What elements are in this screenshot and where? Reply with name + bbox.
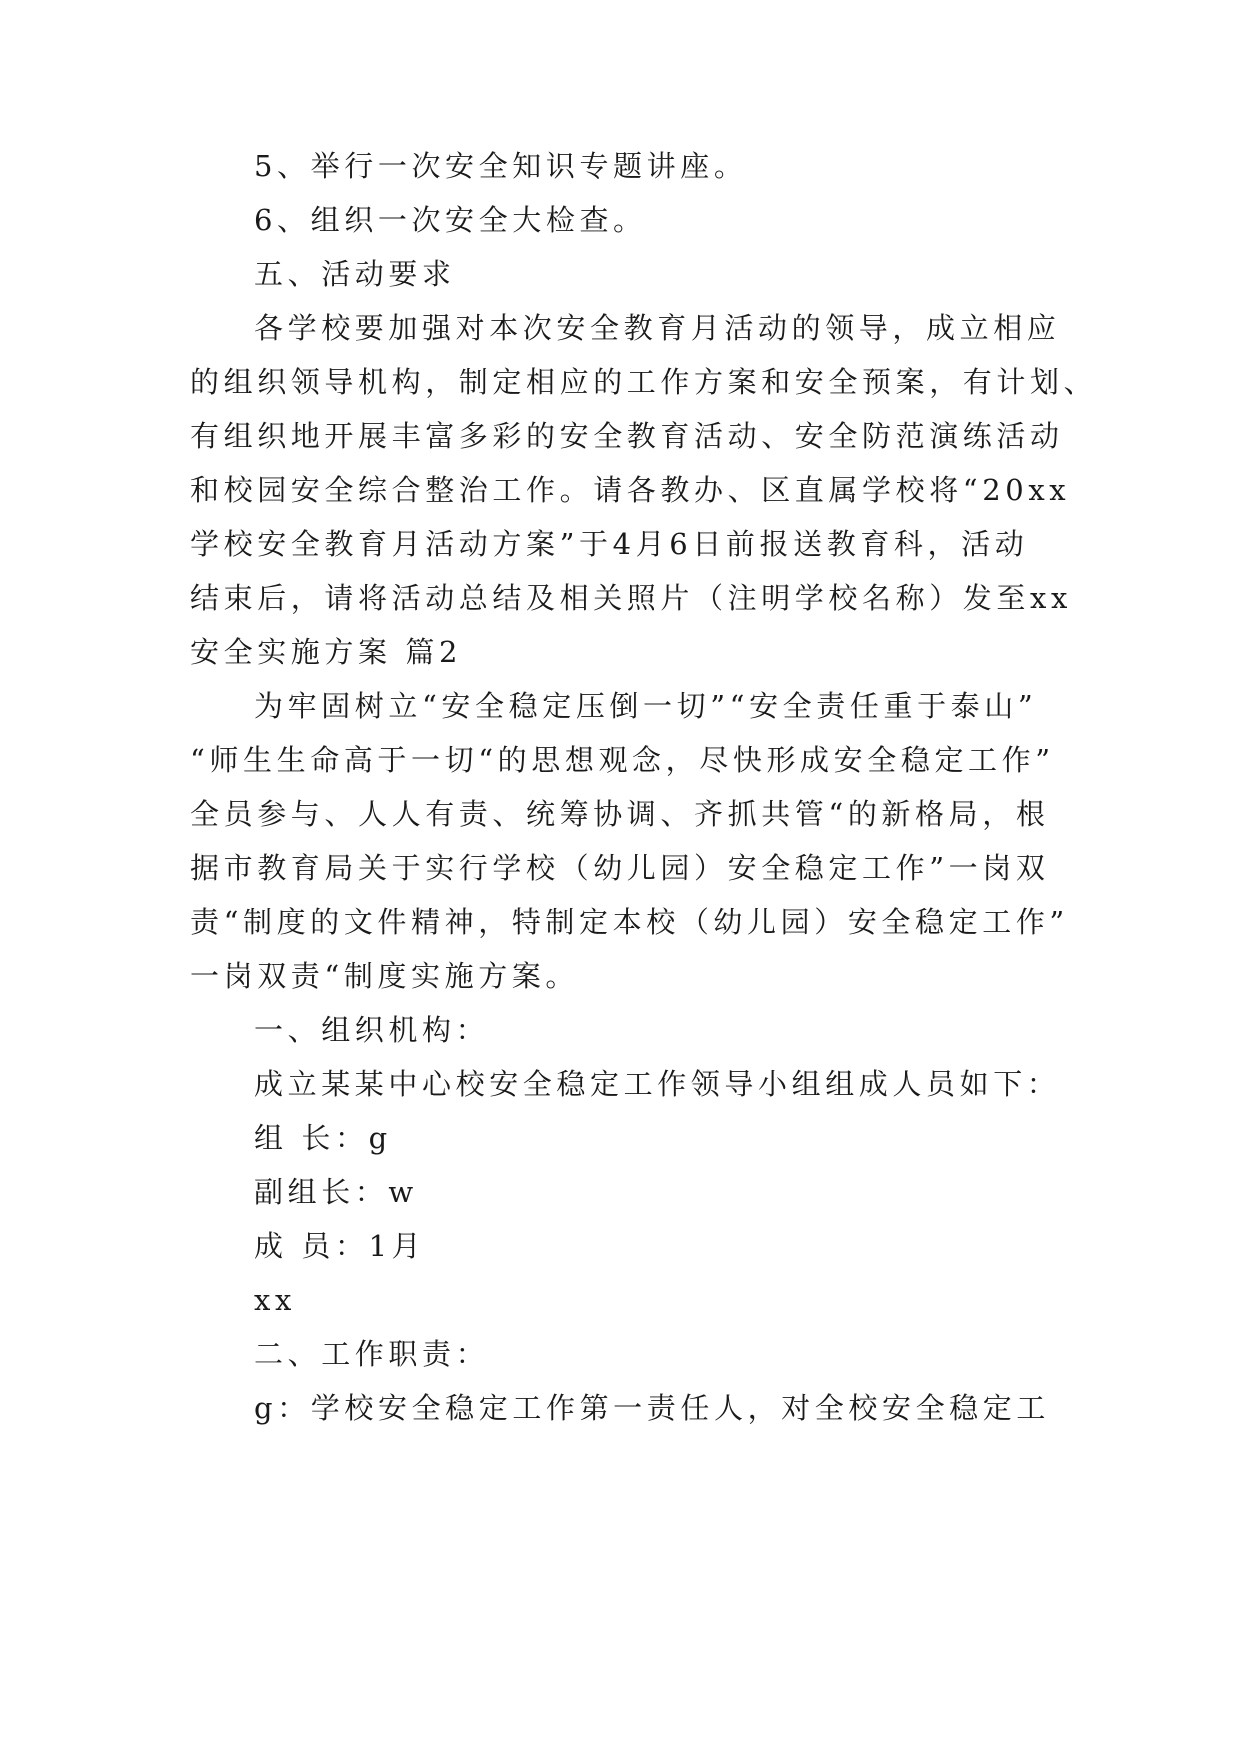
member-leader: 组 长：g <box>254 1121 392 1155</box>
paragraph-line: 和校园安全综合整治工作。请各教办、区直属学校将“20xx <box>190 473 1071 507</box>
list-item-inspection: 6、组织一次安全大检查。 <box>254 203 647 237</box>
paragraph-line: 结束后，请将活动总结及相关照片（注明学校名称）发至xx <box>190 581 1072 615</box>
paragraph-line: 全员参与、人人有责、统筹协调、齐抓共管“的新格局，根 <box>190 797 1050 831</box>
section-heading-organization: 一、组织机构： <box>254 1013 490 1047</box>
list-item-lecture: 5、举行一次安全知识专题讲座。 <box>254 149 748 183</box>
paragraph-line: 学校安全教育月活动方案”于4月6日前报送教育科，活动 <box>190 527 1029 561</box>
paragraph-line: 的组织领导机构，制定相应的工作方案和安全预案，有计划、 <box>190 365 1098 399</box>
paragraph-line: “师生生命高于一切“的思想观念，尽快形成安全稳定工作” <box>190 743 1055 777</box>
paragraph-line: g：学校安全稳定工作第一责任人，对全校安全稳定工 <box>254 1391 1050 1425</box>
section-heading-duties: 二、工作职责： <box>254 1337 490 1371</box>
member-extra: xx <box>254 1283 296 1317</box>
member-members: 成 员：1月 <box>254 1229 426 1263</box>
paragraph-line: 责“制度的文件精神，特制定本校（幼儿园）安全稳定工作” <box>190 905 1069 939</box>
paragraph-line: 为牢固树立“安全稳定压倒一切”“安全责任重于泰山” <box>254 689 1038 723</box>
paragraph-line: 有组织地开展丰富多彩的安全教育活动、安全防范演练活动 <box>190 419 1064 453</box>
article-heading: 安全实施方案 篇2 <box>190 635 463 669</box>
section-heading-requirements: 五、活动要求 <box>254 257 456 291</box>
member-deputy-leader: 副组长：w <box>254 1175 418 1209</box>
paragraph-line: 成立某某中心校安全稳定工作领导小组组成人员如下： <box>254 1067 1061 1101</box>
paragraph-line: 各学校要加强对本次安全教育月活动的领导，成立相应 <box>254 311 1061 345</box>
paragraph-line: 一岗双责“制度实施方案。 <box>190 959 580 993</box>
paragraph-line: 据市教育局关于实行学校（幼儿园）安全稳定工作”一岗双 <box>190 851 1050 885</box>
